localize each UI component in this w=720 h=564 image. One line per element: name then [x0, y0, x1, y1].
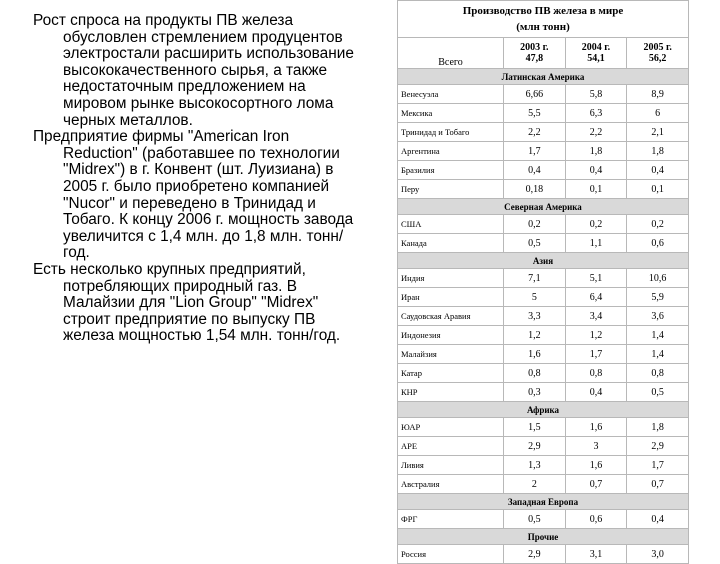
country-name: Мексика [398, 104, 504, 123]
country-name: Катар [398, 364, 504, 383]
value-cell: 6,3 [565, 104, 627, 123]
value-cell: 3,6 [627, 307, 689, 326]
table-row [398, 307, 689, 326]
value-cell: 1,1 [565, 234, 627, 253]
value-cell: 2,2 [504, 123, 566, 142]
value-cell: 1,3 [504, 456, 566, 475]
value-cell: 0,5 [504, 234, 566, 253]
value-cell: 0,7 [565, 475, 627, 494]
country-name: ФРГ [398, 510, 504, 529]
value-cell: 0,2 [504, 215, 566, 234]
table-row [398, 510, 689, 529]
year-cell [627, 38, 689, 69]
value-cell: 0,1 [565, 180, 627, 199]
value-cell: 1,2 [565, 326, 627, 345]
production-table [397, 0, 689, 564]
value-cell: 0,1 [627, 180, 689, 199]
table-row [398, 383, 689, 402]
value-cell: 6,4 [565, 288, 627, 307]
value-cell: 0,5 [504, 510, 566, 529]
country-name: Индонезия [398, 326, 504, 345]
country-name: Тринидад и Тобаго [398, 123, 504, 142]
country-name: США [398, 215, 504, 234]
region-row [398, 69, 689, 85]
value-cell: 1,8 [565, 142, 627, 161]
paragraph-american-iron: Предприятие фирмы "American Iron Reduction" (работавшее по технологии "Midrex") в г. Конвент (шт. Луизиана) в 2005 г. было приобретено компанией "Nucor" и переведено в Тринидад и Тобаго. К концу 2006 г. мощность завода увеличится с 1,4 млн. до 1,8 млн. тонн/год. [33, 128, 354, 262]
value-cell: 0,18 [504, 180, 566, 199]
text-column [33, 13, 368, 345]
region-row [398, 199, 689, 215]
value-cell: 1,8 [627, 418, 689, 437]
value-cell: 3,4 [565, 307, 627, 326]
table-row [398, 288, 689, 307]
table-row [398, 234, 689, 253]
value-cell: 0,7 [627, 475, 689, 494]
table-row [398, 215, 689, 234]
table-row [398, 104, 689, 123]
value-cell: 1,5 [504, 418, 566, 437]
region-row [398, 494, 689, 510]
value-cell: 1,6 [504, 345, 566, 364]
value-cell: 5,9 [627, 288, 689, 307]
country-name: КНР [398, 383, 504, 402]
table-row [398, 142, 689, 161]
value-cell: 1,4 [627, 345, 689, 364]
table-row [398, 269, 689, 288]
table-row [398, 456, 689, 475]
table-title [398, 1, 689, 38]
paragraph-gas-plants: Есть несколько крупных предприятий, потребляющих природный газ. В Малайзии для "Lion Group" "Midrex" строит предприятие по выпуску ПВ железа мощностью 1,54 млн. тонн/год. [33, 260, 341, 345]
region-row [398, 529, 689, 545]
value-cell: 0,4 [565, 161, 627, 180]
table-row [398, 418, 689, 437]
value-cell: 0,8 [504, 364, 566, 383]
value-cell: 5,1 [565, 269, 627, 288]
paragraph-demand: Рост спроса на продукты ПВ железа обусловлен стремлением продуцентов электростали расширить использование высококачественного сырья, а также недостаточным предложением на мировом рынке высокосортного лома черных металлов. [33, 12, 354, 129]
country-name: Бразилия [398, 161, 504, 180]
country-name: Ливия [398, 456, 504, 475]
value-cell: 0,6 [627, 234, 689, 253]
year-cell [565, 38, 627, 69]
value-cell: 1,6 [565, 456, 627, 475]
value-cell: 1,7 [504, 142, 566, 161]
table-title-line2: (млн тонн) [516, 21, 570, 33]
table-row [398, 437, 689, 456]
country-name: ЮАР [398, 418, 504, 437]
table-row [398, 180, 689, 199]
value-cell: 0,4 [627, 510, 689, 529]
region-name: Прочие [398, 529, 689, 545]
value-cell: 1,2 [504, 326, 566, 345]
country-name: Канада [398, 234, 504, 253]
value-cell: 1,8 [627, 142, 689, 161]
value-cell: 0,6 [565, 510, 627, 529]
value-cell: 2,9 [504, 545, 566, 564]
value-cell: 1,7 [565, 345, 627, 364]
value-cell: 0,4 [627, 161, 689, 180]
table-row [398, 364, 689, 383]
value-cell: 10,6 [627, 269, 689, 288]
table-row [398, 475, 689, 494]
year-label: 2005 г. [643, 42, 672, 53]
value-cell: 3 [565, 437, 627, 456]
value-cell: 0,8 [565, 364, 627, 383]
region-row [398, 402, 689, 418]
value-cell: 0,4 [565, 383, 627, 402]
country-name: Саудовская Аравия [398, 307, 504, 326]
total-label: Всего [398, 38, 504, 69]
value-cell: 6 [627, 104, 689, 123]
region-name: Латинская Америка [398, 69, 689, 85]
value-cell: 0,2 [565, 215, 627, 234]
country-name: Перу [398, 180, 504, 199]
value-cell: 2,1 [627, 123, 689, 142]
value-cell: 1,7 [627, 456, 689, 475]
value-cell: 3,0 [627, 545, 689, 564]
value-cell: 5,5 [504, 104, 566, 123]
value-cell: 0,2 [627, 215, 689, 234]
value-cell: 2,9 [504, 437, 566, 456]
region-row [398, 253, 689, 269]
table-row [398, 345, 689, 364]
year-label: 2004 г. [581, 42, 611, 53]
country-name: АРЕ [398, 437, 504, 456]
value-cell: 3,3 [504, 307, 566, 326]
value-cell: 0,3 [504, 383, 566, 402]
value-cell: 7,1 [504, 269, 566, 288]
value-cell: 1,4 [627, 326, 689, 345]
value-cell: 8,9 [627, 85, 689, 104]
value-cell: 0,8 [627, 364, 689, 383]
year-cell [504, 38, 566, 69]
table-title-line1: Производство ПВ железа в мире [462, 5, 624, 17]
table-row [398, 161, 689, 180]
table-row [398, 545, 689, 564]
value-cell: 2,2 [565, 123, 627, 142]
country-name: Малайзия [398, 345, 504, 364]
value-cell: 5,8 [565, 85, 627, 104]
value-cell: 0,5 [627, 383, 689, 402]
region-name: Западная Европа [398, 494, 689, 510]
total-value: 56,2 [648, 53, 667, 64]
total-value: 47,8 [525, 53, 544, 64]
region-name: Африка [398, 402, 689, 418]
table-row [398, 326, 689, 345]
total-value: 54,1 [587, 53, 605, 64]
country-name: Венесуэла [398, 85, 504, 104]
country-name: Аргентина [398, 142, 504, 161]
region-name: Северная Америка [398, 199, 689, 215]
value-cell: 5 [504, 288, 566, 307]
table-row [398, 123, 689, 142]
region-name: Азия [398, 253, 689, 269]
country-name: Иран [398, 288, 504, 307]
value-cell: 2,9 [627, 437, 689, 456]
value-cell: 6,66 [504, 85, 566, 104]
year-label: 2003 г. [520, 42, 549, 53]
table-row [398, 85, 689, 104]
value-cell: 2 [504, 475, 566, 494]
value-cell: 0,4 [504, 161, 566, 180]
country-name: Индия [398, 269, 504, 288]
value-cell: 3,1 [565, 545, 627, 564]
country-name: Австралия [398, 475, 504, 494]
value-cell: 1,6 [565, 418, 627, 437]
country-name: Россия [398, 545, 504, 564]
